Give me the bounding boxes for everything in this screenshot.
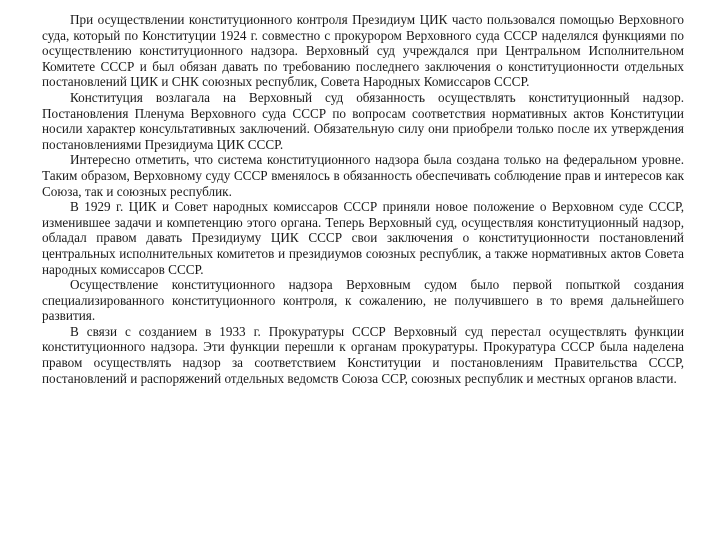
paragraph-2: Конституция возлагала на Верховный суд обязанность осуществлять конституционный надзор. Постановления Пленума Верховного суда СССР по вопросам соответствия нормативных актов Конституции носили характер консультативных заключений. Обязательную силу они приобрели только после их утверждения постановлениями Президиума ЦИК СССР. [42,89,684,152]
paragraph-3: Интересно отметить, что система конституционного надзора была создана только на федеральном уровне. Таким образом, Верховному суду СССР вменялось в обязанность обеспечивать соблюдение прав и интересов как Союза, так и союзных республик. [42,152,684,199]
paragraph-5: Осуществление конституционного надзора Верховным судом было первой попыткой создания специализированного конституционного контроля, к сожалению, не получившего в то время дальнейшего развития. [42,277,684,324]
paragraph-6: В связи с созданием в 1933 г. Прокуратуры СССР Верховный суд перестал осуществлять функции конституционного надзора. Эти функции перешли к органам прокуратуры. Прокуратура СССР была наделена правом осуществлять надзор за соответствием Конституции и постановлениям Правительства СССР, постановлений и распоряжений отдельных ведомств Союза ССР, союзных республик и местных органов власти. [42,323,684,386]
document-page [42,12,684,386]
paragraph-1: При осуществлении конституционного контроля Президиум ЦИК часто пользовался помощью Верховного суда, который по Конституции 1924 г. совместно с прокурором Верховного суда СССР наделялся функциями по осуществлению конституционного надзора. Верховный суд учреждался при Центральном Исполнительном Комитете СССР и был обязан давать по требованию последнего заключения о конституционности отдельных постановлений ЦИК и СНК союзных республик, Совета Народных Комиссаров СССР. [42,12,684,90]
paragraph-4: В 1929 г. ЦИК и Совет народных комиссаров СССР приняли новое положение о Верховном суде СССР, изменившее задачи и компетенцию этого органа. Теперь Верховный суд, осуществляя конституционный надзор, обладал правом давать Президиуму ЦИК СССР свои заключения о конституционности постановлений центральных исполнительных комитетов и президиумов союзных республик, а также нормативных актов Совета народных комиссаров СССР. [42,199,684,277]
